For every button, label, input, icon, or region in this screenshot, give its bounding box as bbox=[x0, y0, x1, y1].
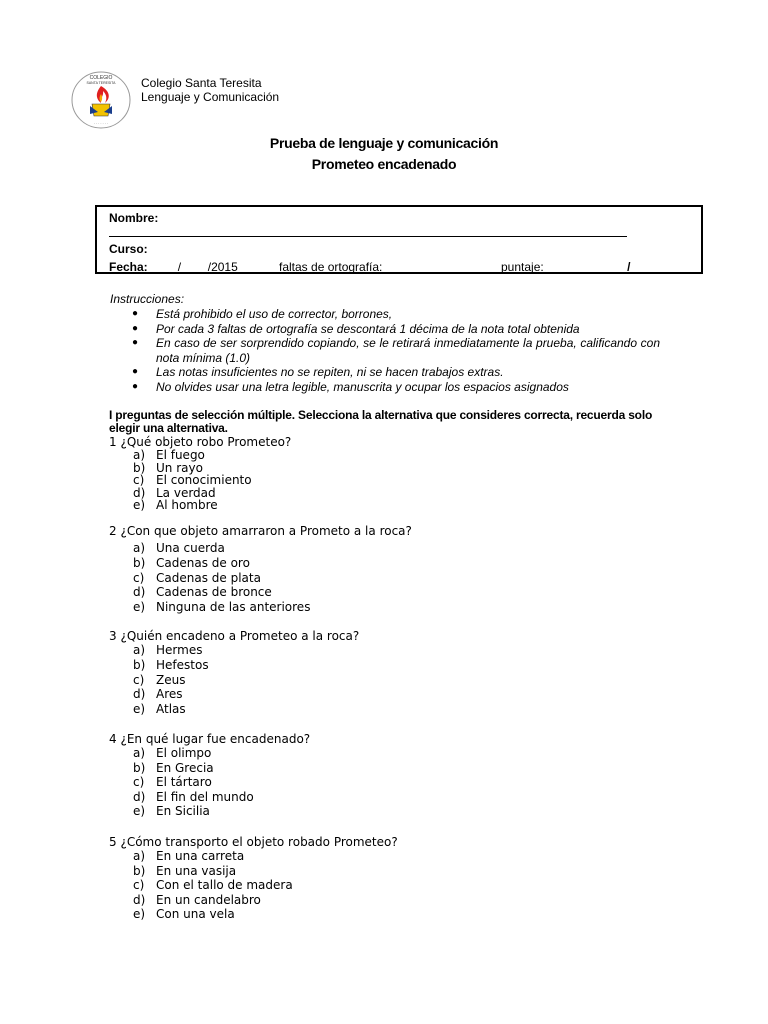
question-2 bbox=[109, 524, 412, 615]
option-a[interactable] bbox=[109, 849, 398, 864]
question-1 bbox=[109, 435, 291, 512]
option-letter: a) bbox=[133, 746, 146, 760]
option-letter: a) bbox=[133, 643, 146, 657]
subject-name: Lenguaje y Comunicación bbox=[141, 90, 280, 104]
option-text: Una cuerda bbox=[156, 541, 225, 555]
instruction-item bbox=[110, 380, 660, 395]
bullet-icon: ● bbox=[132, 308, 139, 319]
question-3 bbox=[109, 629, 359, 717]
school-crest-logo bbox=[70, 70, 132, 130]
puntaje-label: puntaje: ____________ bbox=[501, 260, 628, 274]
fecha-field[interactable]: ____/____/2015 bbox=[147, 260, 238, 274]
option-letter: e) bbox=[133, 804, 146, 818]
option-e[interactable] bbox=[109, 600, 412, 615]
option-letter: d) bbox=[133, 789, 146, 804]
bullet-icon: ● bbox=[132, 380, 139, 392]
school-header bbox=[141, 76, 279, 104]
option-text: En una vasija bbox=[156, 863, 237, 878]
question-4 bbox=[109, 732, 310, 819]
option-text: Hermes bbox=[156, 643, 203, 657]
option-text: El fuego bbox=[156, 448, 205, 462]
curso-label: Curso: bbox=[109, 242, 148, 256]
option-a[interactable] bbox=[109, 541, 412, 556]
option-text: Ninguna de las anteriores bbox=[156, 600, 311, 615]
question-title: 4 ¿En qué lugar fue encadenado? bbox=[109, 732, 311, 746]
option-list bbox=[109, 541, 412, 615]
option-text: Hefestos bbox=[156, 657, 209, 672]
option-d[interactable] bbox=[109, 893, 398, 908]
instructions-list bbox=[110, 307, 660, 394]
exam-title: Prueba de lenguaje y comunicación bbox=[269, 135, 499, 151]
option-list bbox=[109, 643, 359, 717]
option-d[interactable] bbox=[109, 790, 310, 805]
option-text: El fin del mundo bbox=[156, 789, 254, 804]
section-heading: I preguntas de selección múltiple. Selecciona la alternativa que consideres correcta, recuerda solo elegir una alternativa. bbox=[109, 408, 653, 435]
option-letter: d) bbox=[133, 485, 146, 500]
instruction-text: Está prohibido el uso de corrector, borrones, bbox=[156, 307, 393, 321]
option-c[interactable] bbox=[109, 571, 412, 586]
svg-text:COLEGIO: COLEGIO bbox=[89, 75, 113, 81]
option-letter: b) bbox=[133, 460, 146, 475]
puntaje-slash: / bbox=[627, 260, 631, 274]
option-text: En un candelabro bbox=[156, 892, 261, 907]
student-info-box bbox=[95, 205, 703, 274]
option-e[interactable] bbox=[109, 804, 310, 819]
instruction-text: Las notas insuficientes no se repiten, ni se hacen trabajos extras. bbox=[156, 365, 504, 379]
option-letter: e) bbox=[133, 907, 146, 921]
option-letter: b) bbox=[133, 863, 146, 878]
option-c[interactable] bbox=[109, 673, 359, 688]
question-title: 2 ¿Con que objeto amarraron a Prometo a la roca? bbox=[109, 524, 412, 538]
option-text: Un rayo bbox=[156, 460, 203, 475]
option-d[interactable] bbox=[109, 585, 412, 600]
bullet-icon: ● bbox=[132, 322, 139, 334]
option-c[interactable] bbox=[109, 775, 310, 790]
instruction-text: Por cada 3 faltas de ortografía se descontará 1 décima de la nota total obtenida bbox=[156, 321, 580, 336]
option-text: Cadenas de oro bbox=[156, 555, 250, 570]
option-e[interactable] bbox=[109, 499, 291, 512]
option-text: En Sicilia bbox=[156, 804, 210, 818]
option-text: Zeus bbox=[156, 672, 186, 687]
instruction-text: No olvides usar una letra legible, manuscrita y ocupar los espacios asignados bbox=[156, 379, 569, 394]
option-b[interactable] bbox=[109, 864, 398, 879]
option-letter: d) bbox=[133, 687, 146, 702]
option-letter: e) bbox=[133, 702, 146, 717]
option-text: En Grecia bbox=[156, 760, 214, 775]
option-letter: c) bbox=[133, 570, 145, 585]
option-e[interactable] bbox=[109, 702, 359, 717]
instruction-item bbox=[110, 307, 660, 322]
option-a[interactable] bbox=[109, 746, 310, 761]
puntaje-field[interactable] bbox=[501, 260, 630, 274]
option-text: El tártaro bbox=[156, 775, 212, 789]
option-b[interactable] bbox=[109, 761, 310, 776]
nombre-field-line[interactable] bbox=[109, 236, 627, 237]
instruction-text: En caso de ser sorprendido copiando, se le retirará inmediatamente la prueba, calificando con nota mínima (1.0) bbox=[156, 336, 660, 365]
option-letter: c) bbox=[133, 878, 145, 892]
option-text: El olimpo bbox=[156, 746, 212, 760]
option-text: En una carreta bbox=[156, 849, 245, 863]
option-text: Cadenas de plata bbox=[156, 570, 261, 585]
svg-text:SANTA TERESITA: SANTA TERESITA bbox=[86, 81, 116, 85]
option-text: El conocimiento bbox=[156, 473, 252, 488]
instruction-item bbox=[110, 365, 660, 380]
instruction-item bbox=[110, 322, 660, 337]
question-title: 1 ¿Qué objeto robo Prometeo? bbox=[109, 435, 292, 449]
exam-subtitle: Prometeo encadenado bbox=[311, 156, 457, 172]
option-letter: a) bbox=[133, 849, 146, 863]
option-text: Atlas bbox=[156, 702, 186, 717]
option-letter: c) bbox=[133, 473, 145, 488]
bullet-icon: ● bbox=[132, 366, 139, 377]
option-b[interactable] bbox=[109, 658, 359, 673]
option-letter: b) bbox=[133, 760, 146, 775]
option-e[interactable] bbox=[109, 907, 398, 922]
instructions-title: Instrucciones: bbox=[110, 292, 185, 306]
option-a[interactable] bbox=[109, 643, 359, 658]
option-text: Ares bbox=[156, 687, 183, 702]
option-letter: d) bbox=[133, 585, 146, 600]
option-text: Con una vela bbox=[156, 907, 235, 921]
option-letter: a) bbox=[133, 448, 146, 462]
question-5 bbox=[109, 835, 398, 922]
option-text: Al hombre bbox=[156, 498, 218, 513]
question-title: 5 ¿Cómo transporto el objeto robado Prometeo? bbox=[109, 835, 398, 849]
option-letter: b) bbox=[133, 657, 146, 672]
question-title: 3 ¿Quién encadeno a Prometeo a la roca? bbox=[109, 629, 360, 643]
nombre-label: Nombre: bbox=[109, 211, 159, 225]
option-list bbox=[109, 449, 291, 512]
option-letter: e) bbox=[133, 600, 146, 615]
option-letter: c) bbox=[133, 775, 145, 789]
option-d[interactable] bbox=[109, 687, 359, 702]
svg-text:· · · · · · ·: · · · · · · · bbox=[94, 122, 108, 126]
school-name: Colegio Santa Teresita bbox=[141, 76, 262, 90]
option-b[interactable] bbox=[109, 556, 412, 571]
option-list bbox=[109, 746, 310, 819]
option-letter: d) bbox=[133, 892, 146, 907]
option-letter: e) bbox=[133, 498, 146, 513]
fecha-label: Fecha: bbox=[109, 260, 148, 274]
option-c[interactable] bbox=[109, 878, 398, 893]
instruction-item bbox=[110, 336, 660, 365]
option-text: La verdad bbox=[156, 485, 216, 500]
option-letter: b) bbox=[133, 555, 146, 570]
option-text: Cadenas de bronce bbox=[156, 585, 272, 600]
option-text: Con el tallo de madera bbox=[156, 878, 293, 892]
option-letter: a) bbox=[133, 541, 146, 555]
fecha-row bbox=[109, 260, 631, 274]
instructions-block bbox=[110, 292, 660, 394]
option-list bbox=[109, 849, 398, 922]
faltas-field[interactable]: faltas de ortografía: ________ bbox=[279, 260, 440, 274]
option-letter: c) bbox=[133, 672, 145, 687]
bullet-icon: ● bbox=[132, 337, 139, 348]
